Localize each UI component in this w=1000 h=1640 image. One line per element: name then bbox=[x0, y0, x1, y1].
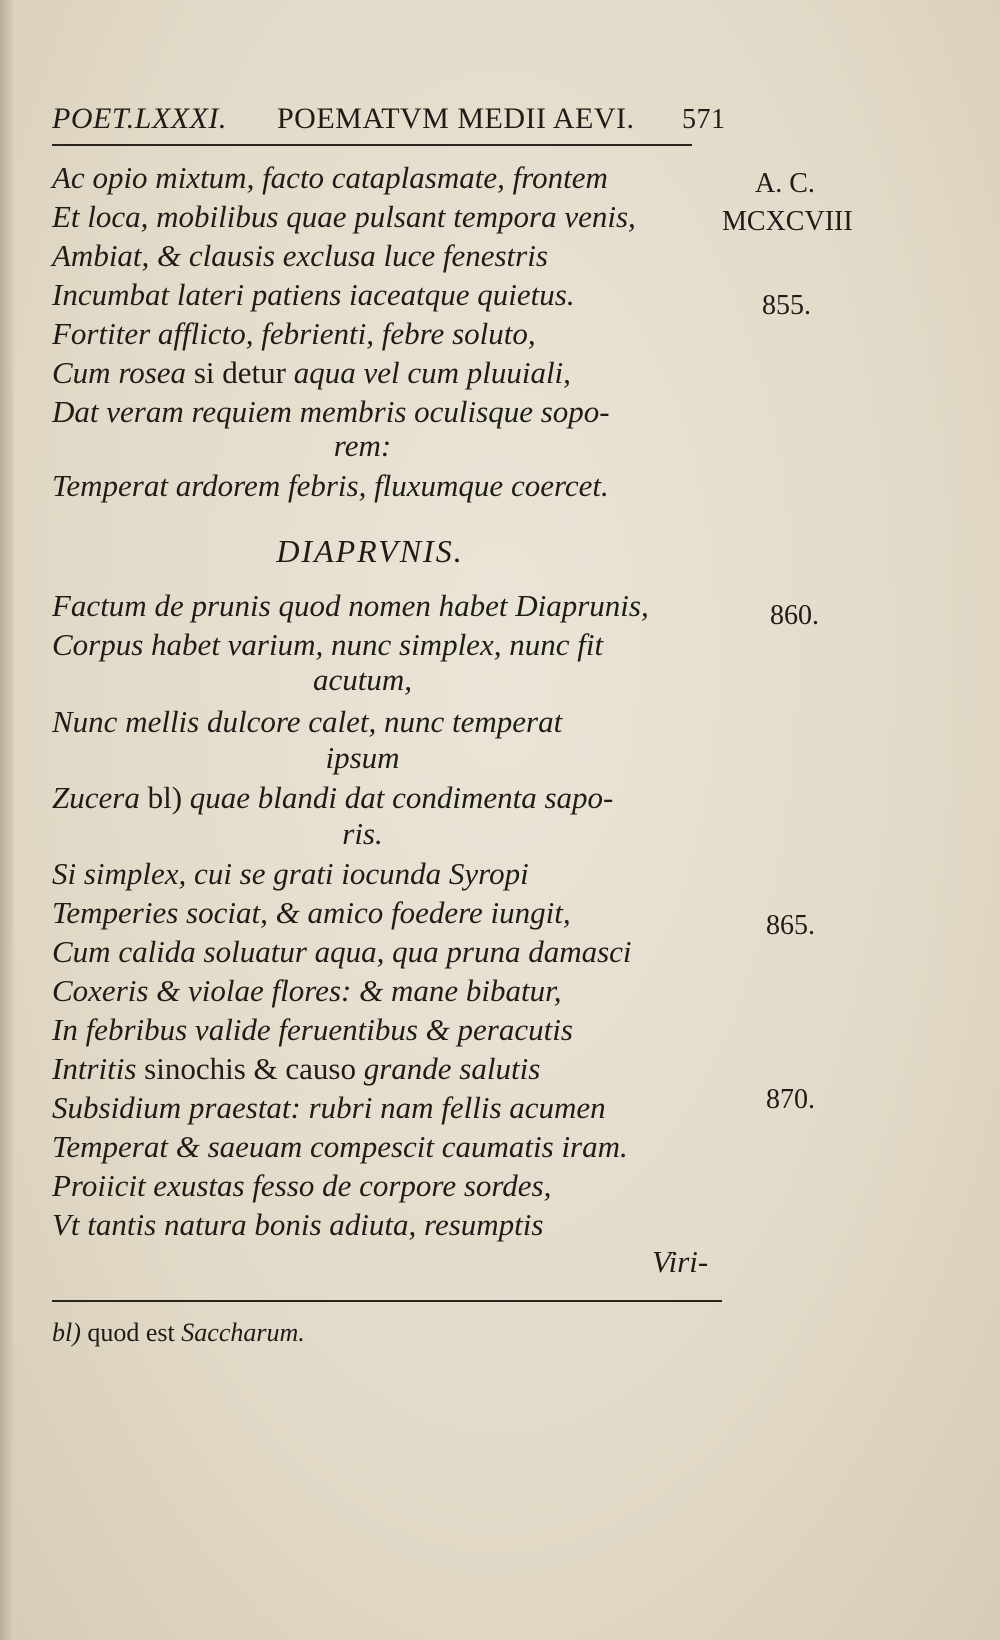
verse-continuation: ipsum bbox=[325, 740, 400, 775]
verse-fragment: Intritis bbox=[52, 1051, 137, 1086]
verse-line: Si simplex, cui se grati iocunda Syropi bbox=[52, 856, 529, 891]
header-rule bbox=[52, 144, 692, 146]
header-title: POEMATVM MEDII AEVI. bbox=[277, 102, 635, 135]
verse-fragment: si detur bbox=[193, 355, 286, 390]
verse-line: Temperies sociat, & amico foedere iungit, bbox=[52, 895, 571, 930]
verse-fragment: sinochis & causo bbox=[144, 1051, 356, 1086]
margin-line-number: 855. bbox=[762, 290, 811, 321]
verse-fragment: Cum rosea bbox=[52, 355, 187, 390]
verse-line: Temperat ardorem febris, fluxumque coercet. bbox=[52, 468, 609, 503]
verse-line: Coxeris & violae flores: & mane bibatur, bbox=[52, 973, 562, 1008]
verse-line: In febribus valide feruentibus & peracutis bbox=[52, 1012, 573, 1047]
footnote-text: quod est bbox=[87, 1318, 175, 1347]
footnote-reference: bl) bbox=[147, 780, 183, 815]
verse-line: Ac opio mixtum, facto cataplasmate, frontem bbox=[52, 160, 608, 195]
verse-line: Ambiat, & clausis exclusa luce fenestris bbox=[52, 238, 548, 273]
header-section: POET.LXXXI. bbox=[52, 102, 227, 135]
footnote-mark: bl) bbox=[52, 1318, 81, 1347]
section-heading: DIAPRVNIS. bbox=[276, 533, 464, 569]
margin-line-number: 860. bbox=[770, 600, 819, 631]
margin-year: MCXCVIII bbox=[722, 206, 853, 237]
footnote bbox=[52, 1318, 305, 1348]
verse-continuation: ris. bbox=[342, 816, 383, 851]
verse-line: Temperat & saeuam compescit caumatis iram. bbox=[52, 1129, 628, 1164]
verse-line: Incumbat lateri patiens iaceatque quietus. bbox=[52, 277, 575, 312]
verse-line bbox=[52, 780, 613, 816]
verse-fragment: aqua vel cum pluuiali, bbox=[293, 355, 571, 390]
footnote-word: Saccharum. bbox=[181, 1318, 305, 1347]
verse-line: Nunc mellis dulcore calet, nunc temperat bbox=[52, 704, 563, 739]
verse-line: Vt tantis natura bonis adiuta, resumptis bbox=[52, 1207, 544, 1242]
margin-line-number: 870. bbox=[766, 1084, 815, 1115]
verse-fragment: grande salutis bbox=[363, 1051, 541, 1086]
footnote-rule bbox=[52, 1300, 722, 1302]
running-header bbox=[52, 102, 732, 142]
verse-line: Proiicit exustas fesso de corpore sordes, bbox=[52, 1168, 552, 1203]
page-number: 571 bbox=[682, 104, 726, 135]
verse-line bbox=[52, 355, 571, 391]
verse-continuation: rem: bbox=[333, 428, 392, 463]
margin-ac: A. C. bbox=[755, 168, 815, 199]
verse-line: Cum calida soluatur aqua, qua pruna damasci bbox=[52, 934, 632, 969]
verse-fragment: Zucera bbox=[52, 780, 140, 815]
verse-line: Corpus habet varium, nunc simplex, nunc fit bbox=[52, 627, 604, 662]
verse-continuation: acutum, bbox=[312, 662, 412, 697]
verse-line: Factum de prunis quod nomen habet Diaprunis, bbox=[52, 588, 649, 623]
verse-line: Et loca, mobilibus quae pulsant tempora venis, bbox=[52, 199, 636, 234]
verse-line bbox=[52, 1051, 540, 1087]
verse-line: Fortiter afflicto, febrienti, febre soluto, bbox=[52, 316, 536, 351]
margin-line-number: 865. bbox=[766, 910, 815, 941]
verse-line: Dat veram requiem membris oculisque sopo- bbox=[52, 394, 610, 429]
catchword: Viri- bbox=[652, 1244, 709, 1279]
verse-fragment: quae blandi dat condimenta sapo- bbox=[189, 780, 614, 815]
verse-line: Subsidium praestat: rubri nam fellis acumen bbox=[52, 1090, 606, 1125]
